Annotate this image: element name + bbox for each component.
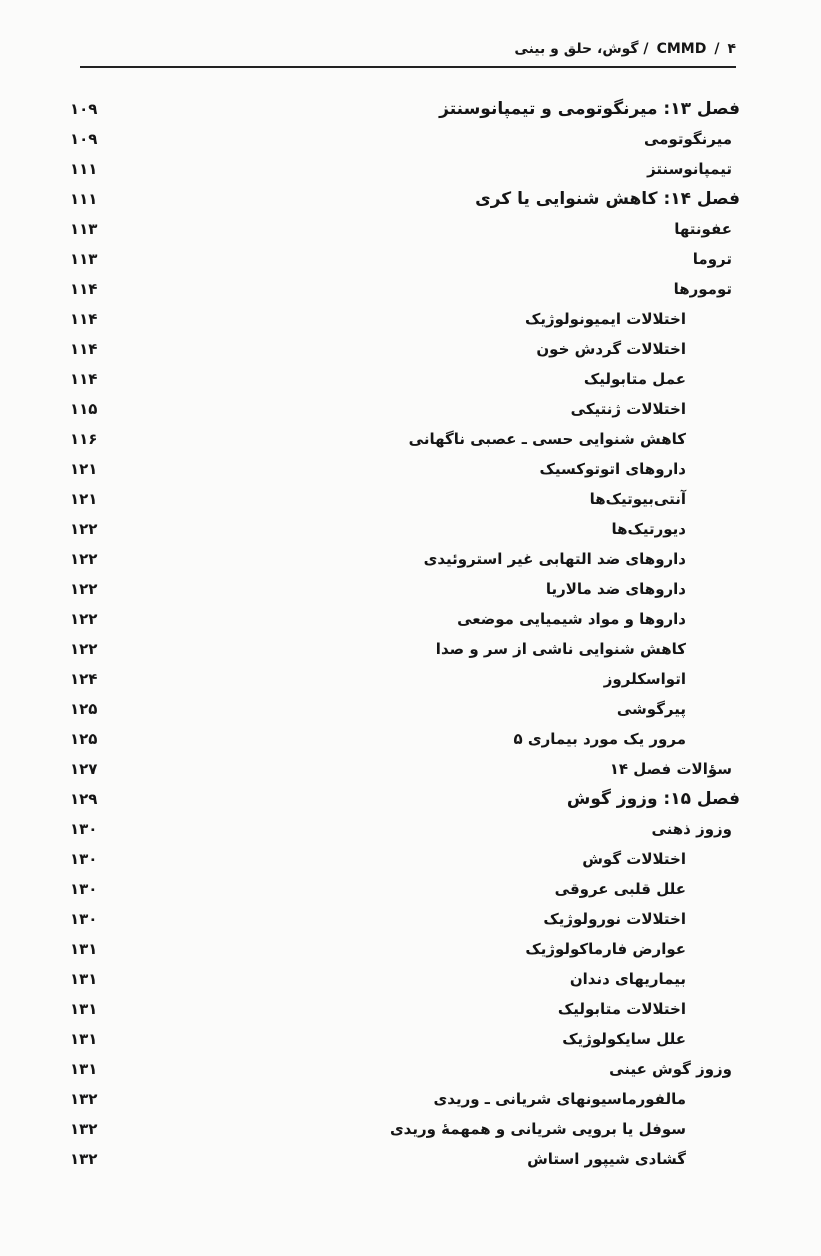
toc-page-number: ۱۳۲ (70, 1120, 98, 1138)
toc-subentry-row[interactable] (70, 844, 740, 874)
toc-page-number: ۱۱۴ (70, 280, 98, 298)
toc-title: کاهش شنوایی حسی ـ عصبی ناگهانی (408, 430, 686, 448)
toc-title: پیرگوشی (616, 700, 686, 718)
toc-entry-row[interactable] (70, 274, 740, 304)
toc-subentry-row[interactable] (70, 1084, 740, 1114)
toc-entry-row[interactable] (70, 124, 740, 154)
toc-title: فصل ۱۳: میرنگوتومی و تیمپانوسنتز (439, 99, 740, 119)
toc-page-number: ۱۳۱ (70, 1000, 98, 1018)
toc-title: تومورها (673, 280, 732, 298)
toc-title: داروهای اتوتوکسیک (539, 460, 686, 478)
toc-title: دیورتیک‌ها (611, 520, 686, 538)
toc-subentry-row[interactable] (70, 454, 740, 484)
toc-title: سؤالات فصل ۱۴ (609, 760, 732, 778)
toc-chapter-row[interactable] (70, 784, 740, 814)
toc-subentry-row[interactable] (70, 694, 740, 724)
toc-page-number: ۱۱۴ (70, 310, 98, 328)
toc-entry-row[interactable] (70, 814, 740, 844)
toc-entry-row[interactable] (70, 1054, 740, 1084)
toc-subentry-row[interactable] (70, 334, 740, 364)
toc-page-number: ۱۲۴ (70, 670, 98, 688)
toc-subentry-row[interactable] (70, 424, 740, 454)
toc-subentry-row[interactable] (70, 574, 740, 604)
toc-subentry-row[interactable] (70, 634, 740, 664)
toc-page-number: ۱۳۲ (70, 1090, 98, 1108)
toc-subentry-row[interactable] (70, 1144, 740, 1174)
toc-page-number: ۱۳۰ (70, 910, 98, 928)
toc-page-number: ۱۳۲ (70, 1150, 98, 1168)
toc-title: تروما (692, 250, 732, 268)
toc-page-number: ۱۲۲ (70, 580, 98, 598)
toc-title: سوفل یا برویی شریانی و همهمهٔ وریدی (389, 1120, 686, 1138)
toc-title: عفونتها (674, 220, 732, 238)
toc-title: اتواسکلروز (603, 670, 686, 688)
toc-title: علل قلبی عروقی (554, 880, 686, 898)
toc-title: اختلالات گردش خون (536, 340, 686, 358)
header-book-code: CMMD (656, 41, 707, 57)
toc-subentry-row[interactable] (70, 664, 740, 694)
toc-title: علل سایکولوژیک (562, 1030, 686, 1048)
toc-title: عمل متابولیک (583, 370, 686, 388)
toc-page-number: ۱۱۵ (70, 400, 98, 418)
toc-title: اختلالات ژنتیکی (570, 400, 686, 418)
toc-subentry-row[interactable] (70, 514, 740, 544)
toc-title: فصل ۱۴: کاهش شنوایی یا کری (475, 189, 740, 209)
toc-title: داروها و مواد شیمیایی موضعی (457, 610, 686, 628)
toc-subentry-row[interactable] (70, 1024, 740, 1054)
toc-subentry-row[interactable] (70, 484, 740, 514)
toc-page-number: ۱۱۴ (70, 370, 98, 388)
toc-subentry-row[interactable] (70, 544, 740, 574)
toc-page-number: ۱۰۹ (70, 100, 98, 118)
toc-page-number: ۱۰۹ (70, 130, 98, 148)
toc-page-number: ۱۲۵ (70, 730, 98, 748)
toc-title: وزوز گوش عینی (609, 1060, 732, 1078)
toc-page-number: ۱۱۱ (70, 160, 98, 178)
toc-page-number: ۱۲۱ (70, 460, 98, 478)
running-header (80, 34, 736, 64)
toc-page-number: ۱۱۱ (70, 190, 98, 208)
toc-title: وزوز ذهنی (651, 820, 732, 838)
toc-page-number: ۱۳۰ (70, 880, 98, 898)
toc-page-number: ۱۲۱ (70, 490, 98, 508)
toc-entry-row[interactable] (70, 214, 740, 244)
toc-title: میرنگوتومی (643, 130, 732, 148)
toc-title: اختلالات ایمیونولوژیک (525, 310, 686, 328)
toc-page-number: ۱۱۳ (70, 250, 98, 268)
toc-title: داروهای ضد التهابی غیر استروئیدی (423, 550, 686, 568)
toc-page-number: ۱۳۰ (70, 850, 98, 868)
toc-page-number: ۱۳۱ (70, 970, 98, 988)
toc-subentry-row[interactable] (70, 994, 740, 1024)
toc-page-number: ۱۲۵ (70, 700, 98, 718)
toc-page-number: ۱۳۰ (70, 820, 98, 838)
toc-title: عوارض فارماکولوژیک (525, 940, 686, 958)
toc-title: گشادی شیپور استاش (527, 1150, 686, 1168)
toc-title: اختلالات متابولیک (557, 1000, 686, 1018)
toc-entry-row[interactable] (70, 754, 740, 784)
toc-title: کاهش شنوایی ناشی از سر و صدا (435, 640, 686, 658)
toc-title: اختلالات گوش (582, 850, 686, 868)
toc-page-number: ۱۲۲ (70, 520, 98, 538)
toc-title: فصل ۱۵: وزوز گوش (566, 789, 740, 809)
toc-subentry-row[interactable] (70, 934, 740, 964)
toc-title: بیماریهای دندان (569, 970, 686, 988)
toc-subentry-row[interactable] (70, 394, 740, 424)
toc-title: تیمپانوسنتز (647, 160, 732, 178)
toc-page-number: ۱۲۲ (70, 550, 98, 568)
toc-page-number: ۱۱۳ (70, 220, 98, 238)
toc-subentry-row[interactable] (70, 964, 740, 994)
header-divider (80, 66, 736, 68)
header-page-number: ۴ (727, 41, 736, 57)
toc-page-number: ۱۳۱ (70, 1060, 98, 1078)
toc-chapter-row[interactable] (70, 94, 740, 124)
toc-page-number: ۱۳۱ (70, 940, 98, 958)
toc-page-number: ۱۲۲ (70, 610, 98, 628)
toc-page-number: ۱۲۲ (70, 640, 98, 658)
toc-subentry-row[interactable] (70, 364, 740, 394)
toc-title: مرور یک مورد بیماری ۵ (513, 730, 686, 748)
toc-title: آنتی‌بیوتیک‌ها (589, 490, 686, 508)
toc-subentry-row[interactable] (70, 1114, 740, 1144)
toc-title: مالفورماسیونهای شریانی ـ وریدی (433, 1090, 686, 1108)
header-separator: / (714, 41, 720, 57)
toc-page-number: ۱۱۴ (70, 340, 98, 358)
toc-subentry-row[interactable] (70, 904, 740, 934)
toc-title: اختلالات نورولوژیک (543, 910, 686, 928)
toc-page-number: ۱۲۹ (70, 790, 98, 808)
toc-title: داروهای ضد مالاریا (545, 580, 686, 598)
toc-subentry-row[interactable] (70, 304, 740, 334)
header-book-title: / گوش، حلق و بینی (514, 41, 649, 57)
toc-entry-row[interactable] (70, 244, 740, 274)
toc-page-number: ۱۲۷ (70, 760, 98, 778)
toc-entry-row[interactable] (70, 154, 740, 184)
toc-page-number: ۱۳۱ (70, 1030, 98, 1048)
toc-subentry-row[interactable] (70, 604, 740, 634)
toc-subentry-row[interactable] (70, 724, 740, 754)
toc-page-number: ۱۱۶ (70, 430, 98, 448)
toc-chapter-row[interactable] (70, 184, 740, 214)
toc-subentry-row[interactable] (70, 874, 740, 904)
